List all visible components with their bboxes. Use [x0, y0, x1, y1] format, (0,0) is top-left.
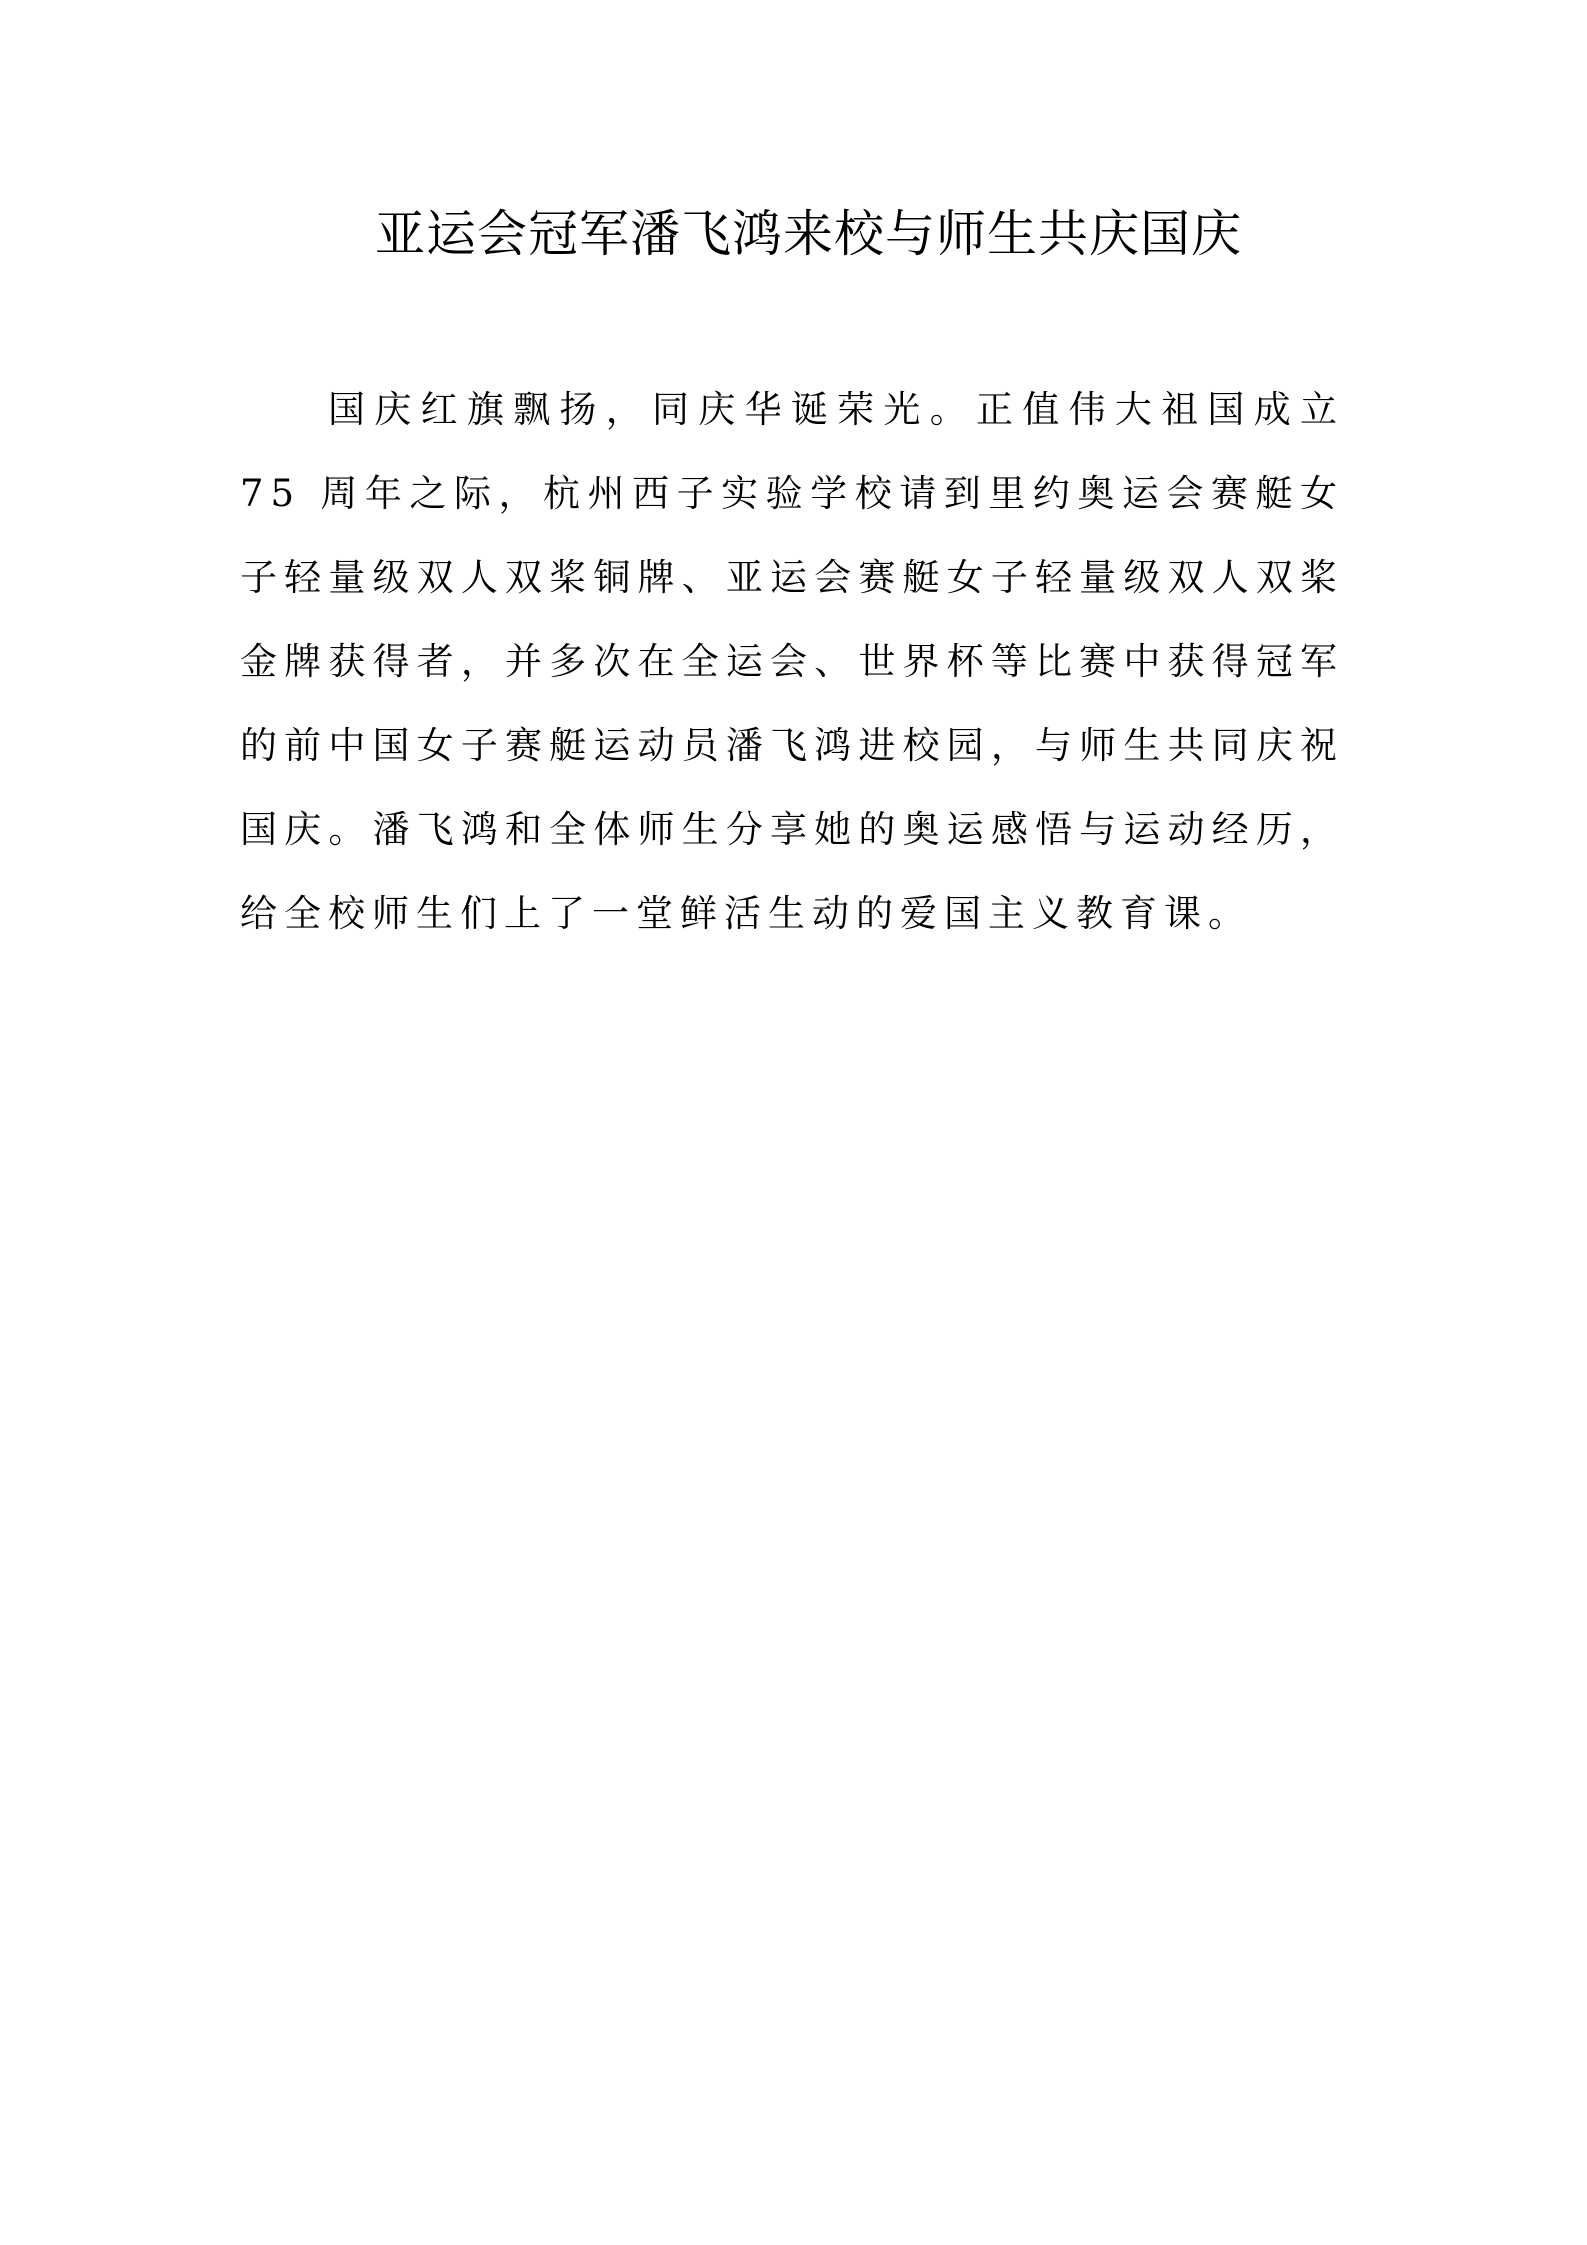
document-title: 亚运会冠军潘飞鸿来校与师生共庆国庆 — [375, 205, 1242, 263]
body-paragraph: 国庆红旗飘扬，同庆华诞荣光。正值伟大祖国成立 75 周年之际，杭州西子实验学校请到里约奥运会赛艇女子轻量级双人双桨铜牌、亚运会赛艇女子轻量级双人双桨金牌获得者，并多次在全运会、世界杯等比赛中获得冠军的前中国女子赛艇运动员潘飞鸿进校园，与师生共同庆祝国庆。潘飞鸿和全体师生分享她的奥运感悟与运动经历，给全校师生们上了一堂鲜活生动的爱国主义教育课。 — [240, 388, 1344, 935]
